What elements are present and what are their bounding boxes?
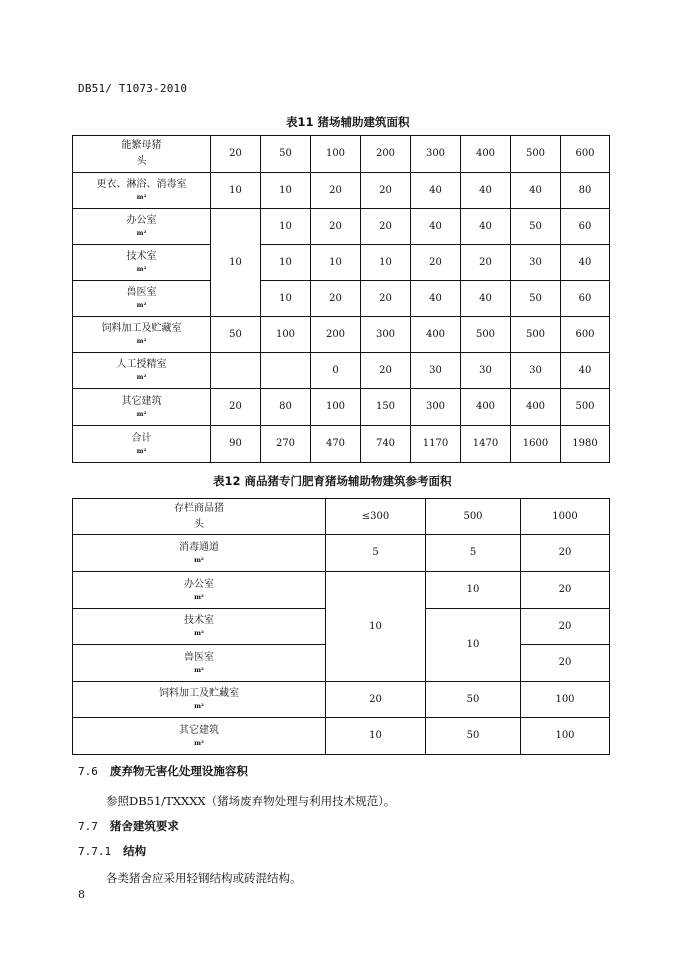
table-cell: 40 xyxy=(461,173,511,209)
table-cell: 1170 xyxy=(411,426,461,463)
merged-cell: 10 xyxy=(211,209,261,317)
table12-header-row xyxy=(73,499,610,535)
table11-header-value: 400 xyxy=(461,136,511,173)
table-row xyxy=(73,389,610,426)
row-unit: m² xyxy=(194,629,204,638)
table-cell: 150 xyxy=(361,389,411,426)
table-cell: 400 xyxy=(461,389,511,426)
table-row xyxy=(73,572,610,609)
row-label-cell xyxy=(73,209,211,245)
table-cell: 20 xyxy=(361,173,411,209)
merged-cell: 10 xyxy=(326,572,426,682)
table12-header-cell xyxy=(73,499,326,535)
table-cell: 0 xyxy=(311,353,361,389)
row-label-cell xyxy=(73,317,211,353)
table-cell: 1980 xyxy=(561,426,610,463)
table-cell: 20 xyxy=(361,353,411,389)
section-number: 7.7 xyxy=(78,820,98,833)
table-cell: 50 xyxy=(511,209,561,245)
row-unit: m² xyxy=(136,373,147,382)
row-unit: m² xyxy=(136,409,147,418)
table12-header-unit: 头 xyxy=(194,518,204,530)
table-cell: 20 xyxy=(211,389,261,426)
table-cell: 20 xyxy=(361,209,411,245)
table-cell: 740 xyxy=(361,426,411,463)
table-cell: 20 xyxy=(361,281,411,317)
table-cell: 40 xyxy=(461,281,511,317)
table12 xyxy=(72,498,610,755)
table-cell: 10 xyxy=(326,718,426,755)
table-cell: 10 xyxy=(361,245,411,281)
table-row xyxy=(73,535,610,572)
table-cell: 10 xyxy=(261,281,311,317)
table-cell: 1470 xyxy=(461,426,511,463)
row-label-cell xyxy=(73,718,326,755)
table11-caption: 表11 猪场辅助建筑面积 xyxy=(286,115,410,129)
row-unit: m² xyxy=(194,555,204,564)
row-label: 其它建筑 xyxy=(179,724,219,736)
row-label: 饲料加工及贮藏室 xyxy=(159,688,239,700)
table12-header-label: 存栏商品猪 xyxy=(174,502,224,514)
table11-header-value: 300 xyxy=(411,136,461,173)
table11-header-row xyxy=(73,136,610,173)
section-number: 7.6 xyxy=(78,765,98,778)
row-label-cell xyxy=(73,682,326,718)
table-cell: 90 xyxy=(211,426,261,463)
table-row xyxy=(73,281,610,317)
merged-cell: 10 xyxy=(426,609,521,682)
row-unit: m² xyxy=(136,265,147,274)
table-cell: 500 xyxy=(461,317,511,353)
table11-header-value: 200 xyxy=(361,136,411,173)
row-label-cell xyxy=(73,353,211,389)
row-label-cell xyxy=(73,245,211,281)
table-cell: 60 xyxy=(561,209,610,245)
row-unit: m² xyxy=(194,665,204,674)
table-cell: 40 xyxy=(561,353,610,389)
table-cell: 5 xyxy=(426,535,521,572)
row-unit: m² xyxy=(136,301,147,310)
section-7-7-1-heading xyxy=(78,843,146,859)
table-row xyxy=(73,317,610,353)
table-cell: 10 xyxy=(261,245,311,281)
table-row xyxy=(73,173,610,209)
table-cell: 40 xyxy=(411,281,461,317)
table-row xyxy=(73,353,610,389)
table-cell xyxy=(261,353,311,389)
table-cell: 20 xyxy=(411,245,461,281)
row-label: 办公室 xyxy=(126,215,157,227)
row-label: 更衣、淋浴、消毒室 xyxy=(96,179,187,191)
row-label-cell xyxy=(73,173,211,209)
page-number: 8 xyxy=(78,888,85,901)
table-row xyxy=(73,209,610,245)
table-row xyxy=(73,718,610,755)
table-cell: 200 xyxy=(311,317,361,353)
row-label: 技术室 xyxy=(184,615,214,627)
table11-header-cell xyxy=(73,136,211,173)
table-cell: 5 xyxy=(326,535,426,572)
row-label-cell xyxy=(73,609,326,645)
table-cell: 20 xyxy=(521,609,610,645)
row-unit: m² xyxy=(136,193,147,202)
table-row-total xyxy=(73,426,610,463)
row-unit: m² xyxy=(136,229,147,238)
row-label: 其它建筑 xyxy=(121,395,162,407)
table-cell: 20 xyxy=(311,281,361,317)
table-cell: 600 xyxy=(561,317,610,353)
row-label-cell xyxy=(73,281,211,317)
table-cell: 100 xyxy=(521,718,610,755)
section-number: 7.7.1 xyxy=(78,845,112,858)
table11-header-value: 600 xyxy=(561,136,610,173)
table-cell: 10 xyxy=(426,572,521,609)
table-cell: 80 xyxy=(561,173,610,209)
table11-header-label: 能繁母猪 xyxy=(121,140,162,151)
table-cell: 40 xyxy=(561,245,610,281)
table11-header-value: 100 xyxy=(311,136,361,173)
table11-header-unit: 头 xyxy=(136,156,147,167)
table-cell: 1600 xyxy=(511,426,561,463)
table-cell: 50 xyxy=(426,682,521,718)
table-cell: 300 xyxy=(361,317,411,353)
table-cell: 30 xyxy=(461,353,511,389)
table-cell: 100 xyxy=(261,317,311,353)
table-cell: 500 xyxy=(511,317,561,353)
row-label: 兽医室 xyxy=(126,287,157,299)
table-cell: 30 xyxy=(511,245,561,281)
table-cell: 50 xyxy=(211,317,261,353)
table-row xyxy=(73,682,610,718)
row-label-cell xyxy=(73,535,326,572)
row-label: 饲料加工及贮藏室 xyxy=(101,323,182,335)
row-label-cell xyxy=(73,572,326,609)
table-cell: 60 xyxy=(561,281,610,317)
table-cell: 400 xyxy=(511,389,561,426)
table-cell: 30 xyxy=(411,353,461,389)
table-cell: 20 xyxy=(521,535,610,572)
row-unit: m² xyxy=(194,738,204,747)
row-unit: m² xyxy=(136,337,147,346)
row-label-cell xyxy=(73,426,211,463)
table11-header-value: 20 xyxy=(211,136,261,173)
row-label: 技术室 xyxy=(126,251,157,263)
table-cell: 10 xyxy=(261,173,311,209)
table-cell xyxy=(211,353,261,389)
document-code: DB51/ T1073-2010 xyxy=(78,82,188,95)
table-cell: 30 xyxy=(511,353,561,389)
table-cell: 20 xyxy=(311,173,361,209)
table-cell: 40 xyxy=(461,209,511,245)
section-7-7-1-paragraph: 各类猪舍应采用轻钢结构或砖混结构。 xyxy=(106,871,302,885)
table-cell: 270 xyxy=(261,426,311,463)
table-cell: 20 xyxy=(311,209,361,245)
table12-caption: 表12 商品猪专门肥育猪场辅助物建筑参考面积 xyxy=(213,474,452,488)
table-cell: 500 xyxy=(561,389,610,426)
table-cell: 40 xyxy=(511,173,561,209)
section-title: 废弃物无害化处理设施容积 xyxy=(109,764,248,778)
table-cell: 50 xyxy=(511,281,561,317)
row-unit: m² xyxy=(194,592,204,601)
table-cell: 40 xyxy=(411,209,461,245)
table-cell: 50 xyxy=(426,718,521,755)
table12-header-value: 500 xyxy=(426,499,521,535)
row-label: 消毒通道 xyxy=(179,541,219,553)
table11-header-value: 50 xyxy=(261,136,311,173)
row-unit: m² xyxy=(136,446,147,455)
table-cell: 300 xyxy=(411,389,461,426)
row-label: 合计 xyxy=(131,432,152,444)
table-cell: 100 xyxy=(521,682,610,718)
section-7-6-heading xyxy=(78,763,248,779)
table-cell: 470 xyxy=(311,426,361,463)
section-7-7-heading xyxy=(78,818,179,834)
table12-header-value: 1000 xyxy=(521,499,610,535)
table-row xyxy=(73,245,610,281)
table-cell: 20 xyxy=(461,245,511,281)
row-label-cell xyxy=(73,389,211,426)
table-cell: 40 xyxy=(411,173,461,209)
table-cell: 80 xyxy=(261,389,311,426)
table-cell: 400 xyxy=(411,317,461,353)
section-title: 猪舍建筑要求 xyxy=(109,819,179,833)
table11-header-value: 500 xyxy=(511,136,561,173)
table-cell: 10 xyxy=(211,173,261,209)
table-cell: 20 xyxy=(521,572,610,609)
row-label: 办公室 xyxy=(184,578,214,590)
row-label-cell xyxy=(73,645,326,682)
section-7-6-paragraph: 参照DB51/TXXXX（猪场废弃物处理与利用技术规范）。 xyxy=(106,794,396,808)
row-label: 兽医室 xyxy=(184,651,214,663)
row-unit: m² xyxy=(194,702,204,711)
row-label: 人工授精室 xyxy=(116,359,167,371)
table-cell: 20 xyxy=(521,645,610,682)
table-cell: 10 xyxy=(261,209,311,245)
table-cell: 20 xyxy=(326,682,426,718)
table-cell: 10 xyxy=(311,245,361,281)
table-cell: 100 xyxy=(311,389,361,426)
section-title: 结构 xyxy=(123,844,147,858)
table12-header-value: ≤300 xyxy=(326,499,426,535)
table11 xyxy=(72,135,610,463)
